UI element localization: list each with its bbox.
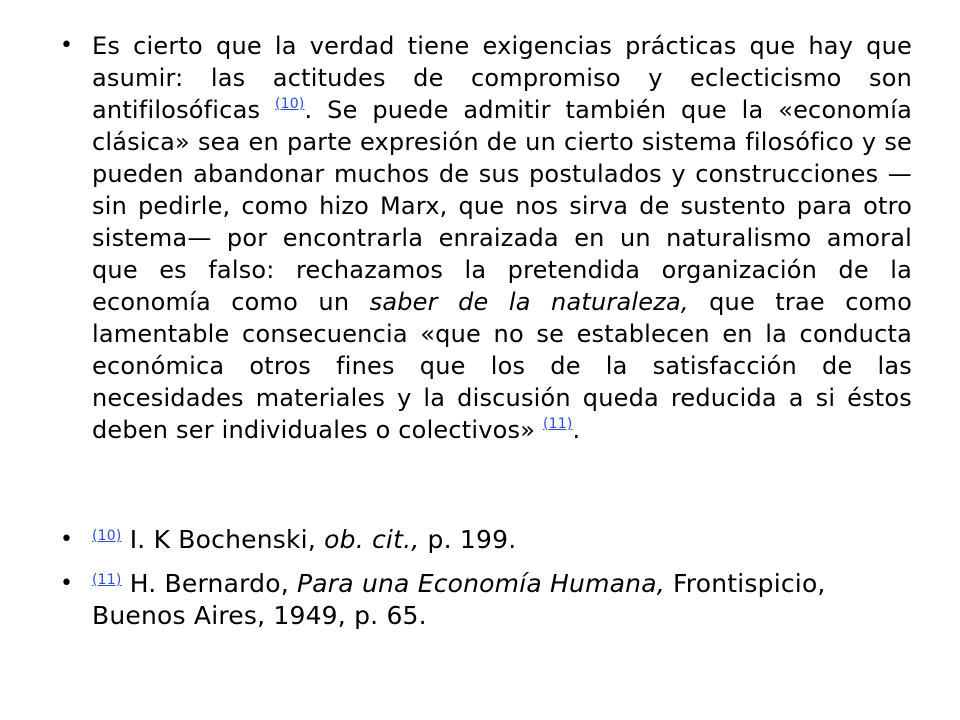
paragraph-italic-phrase: saber de la naturaleza, [369, 288, 689, 316]
footnote-bullet-11 [56, 568, 912, 632]
footnote-link-11[interactable]: (11) [543, 416, 573, 432]
bullet-icon: • [60, 33, 73, 58]
footnote-rest: p. 199. [427, 525, 517, 554]
footnote-text-10 [92, 524, 912, 556]
main-paragraph [92, 30, 912, 446]
footnote-author: I. K Bochenski, [129, 525, 316, 554]
paragraph-text-part4: . [572, 416, 581, 444]
paragraph-text-part1: Es cierto que la verdad tiene exigencias prácticas que hay que asumir: las actitudes de compromiso y eclecticismo son antifilosóficas [92, 32, 912, 124]
footnote-author: H. Bernardo, [129, 569, 289, 598]
bullet-icon: • [60, 571, 73, 596]
footnote-text-11 [92, 568, 912, 632]
footnote-bullet-10 [56, 524, 912, 556]
footnote-title: ob. cit., [324, 525, 420, 554]
paragraph-text-part3: que trae como lamentable consecuencia «que no se establecen en la conducta económica otros fines que los de la satisfacción de las necesidades materiales y la discusión queda reducida a si éstos deben ser individuales o colectivos» [92, 288, 912, 444]
bullet-icon: • [60, 527, 73, 552]
main-bullet [56, 30, 912, 446]
footnote-link-10[interactable]: (10) [274, 96, 305, 112]
footnote-anchor-10[interactable]: (10) [92, 528, 122, 544]
paragraph-text-part2: . Se puede admitir también que la «economía clásica» sea en parte expresión de un cierto sistema filosófico y se pueden abandonar muchos de sus postulados y construcciones —sin pedirle, como hizo Marx, que nos sirva de sustento para otro sistema— por encontrarla enraizada en un naturalismo amoral que es falso: rechazamos la pretendida organización de la economía como un [92, 96, 912, 316]
footnote-title: Para una Economía Humana, [297, 569, 665, 598]
footnote-rest: Frontispicio, Buenos Aires, 1949, p. 65. [92, 569, 826, 630]
footnote-anchor-11[interactable]: (11) [92, 572, 122, 588]
